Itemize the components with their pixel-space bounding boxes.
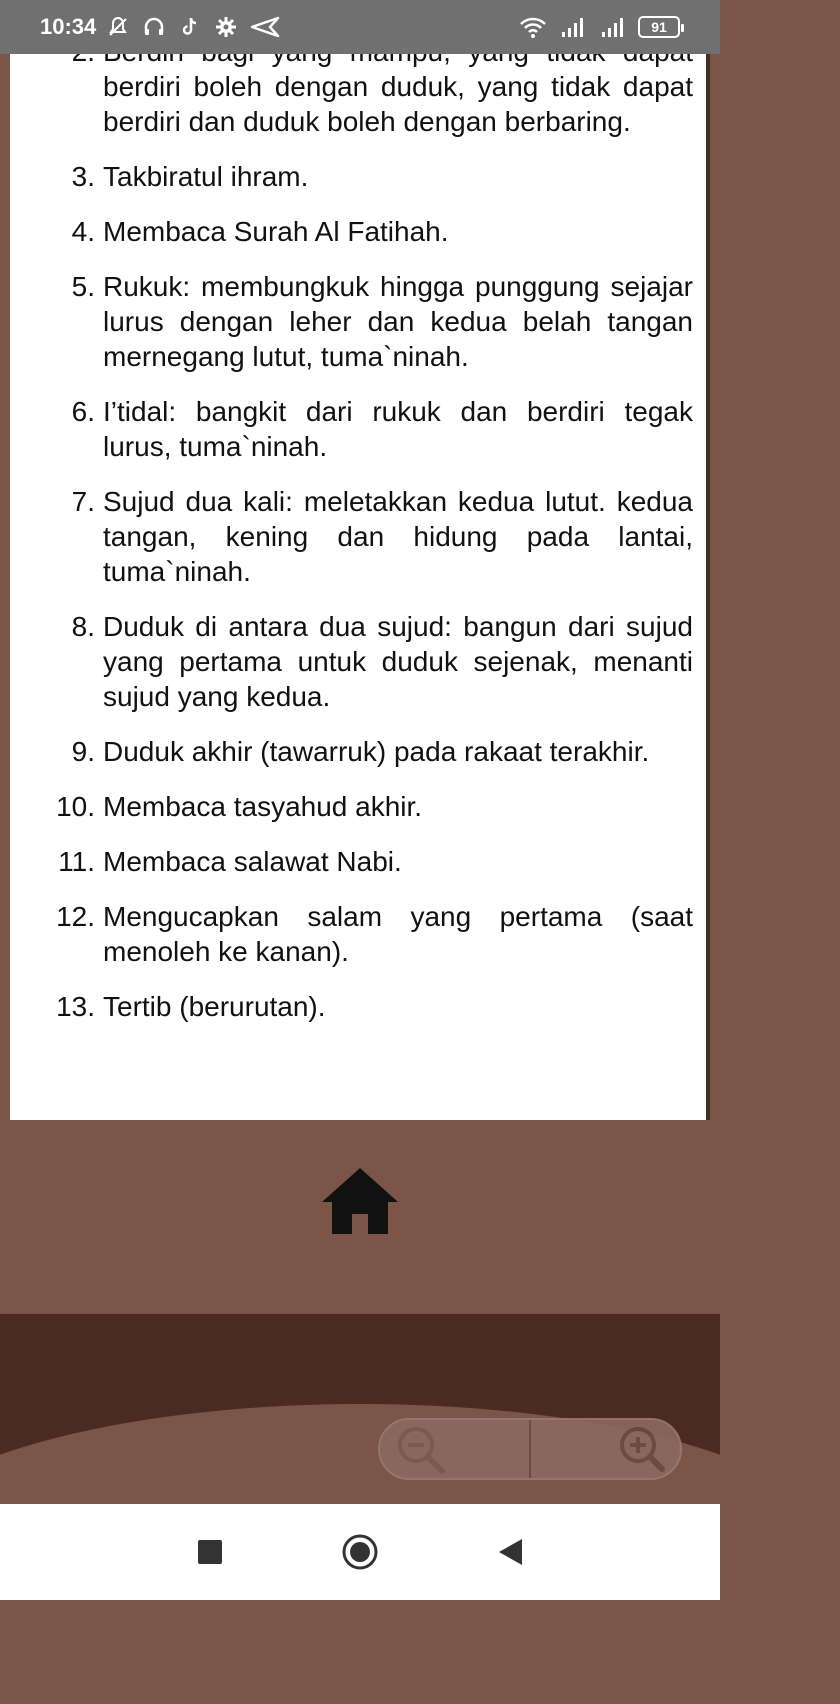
zoom-out-icon — [394, 1423, 450, 1475]
list-item-text: I’tidal: bangkit dari rukuk dan berdiri tegak lurus, tuma`ninah. — [103, 396, 693, 462]
signal-icon — [598, 15, 628, 39]
list-item-text: Membaca tasyahud akhir. — [103, 791, 423, 822]
status-time: 10:34 — [40, 14, 97, 39]
list-item — [10, 159, 706, 194]
recents-button[interactable] — [190, 1532, 230, 1572]
list-item — [10, 214, 706, 249]
home-nav-button[interactable] — [340, 1532, 380, 1572]
list-item — [10, 789, 706, 824]
status-icons-left — [106, 15, 280, 39]
list-item-text: Sujud dua kali: meletakkan kedua lutut. kedua tangan, kening dan hidung pada lantai, tuma`ninah. — [103, 486, 693, 587]
battery-icon: 91 — [638, 16, 680, 38]
list-item-number: 12. — [56, 901, 95, 932]
settings-icon — [214, 15, 238, 39]
list-item — [10, 989, 706, 1024]
list-item — [10, 484, 706, 589]
list-item-text: berdiri boleh dengan duduk, yang tidak dapat berdiri dan duduk boleh dengan berbaring. — [103, 71, 693, 137]
circle-icon — [341, 1533, 379, 1571]
list-item — [10, 734, 706, 769]
zoom-control — [378, 1418, 682, 1480]
back-triangle-icon — [496, 1537, 524, 1567]
zoom-in-icon — [610, 1423, 666, 1475]
list-item-number: 11. — [58, 846, 95, 877]
square-icon — [197, 1539, 223, 1565]
list-item-number: 8. — [71, 611, 95, 642]
list-item-text: Takbiratul ihram. — [103, 161, 309, 192]
zoom-in-button[interactable] — [531, 1420, 680, 1478]
status-bar — [0, 0, 720, 54]
home-icon[interactable] — [320, 1164, 400, 1238]
list-item-number: 13. — [56, 991, 95, 1022]
list-item-text: Duduk akhir (tawarruk) pada rakaat terakhir. — [103, 736, 650, 767]
list-item — [10, 844, 706, 879]
list-item-text: Membaca Surah Al Fatihah. — [103, 216, 449, 247]
list-item-text: Rukuk: membungkuk hingga punggung sejajar lurus dengan leher dan kedua belah tangan mernegang lutut, tuma`ninah. — [103, 271, 693, 372]
zoom-out-button[interactable] — [380, 1420, 529, 1478]
list-item-number: 10. — [56, 791, 95, 822]
list-item-number: 5. — [71, 271, 95, 302]
rukun-list — [10, 34, 706, 1044]
list-item — [10, 609, 706, 714]
list-item-text: Membaca salawat Nabi. — [103, 846, 402, 877]
headphones-icon — [142, 15, 166, 39]
wifi-icon — [518, 15, 548, 39]
list-item-text: Duduk di antara dua sujud: bangun dari sujud yang pertama untuk duduk sejenak, menanti sujud yang kedua. — [103, 611, 693, 712]
list-item-text: Tertib (berurutan). — [103, 991, 326, 1022]
list-item-number: 3. — [71, 161, 95, 192]
mute-bell-icon — [106, 15, 130, 39]
tiktok-icon — [178, 15, 202, 39]
list-item-number: 9. — [71, 736, 95, 767]
status-icons-right — [518, 15, 680, 39]
list-item-number: 7. — [71, 486, 95, 517]
list-item-number: 4. — [71, 216, 95, 247]
back-button[interactable] — [490, 1532, 530, 1572]
list-item-text: Mengucapkan salam yang pertama (saat menoleh ke kanan). — [103, 901, 693, 967]
list-item — [10, 394, 706, 464]
list-item-number: 6. — [71, 396, 95, 427]
list-item — [10, 269, 706, 374]
send-icon — [250, 15, 280, 39]
navigation-bar — [0, 1504, 720, 1600]
signal-icon — [558, 15, 588, 39]
content-card[interactable] — [10, 54, 710, 1120]
list-item — [10, 899, 706, 969]
